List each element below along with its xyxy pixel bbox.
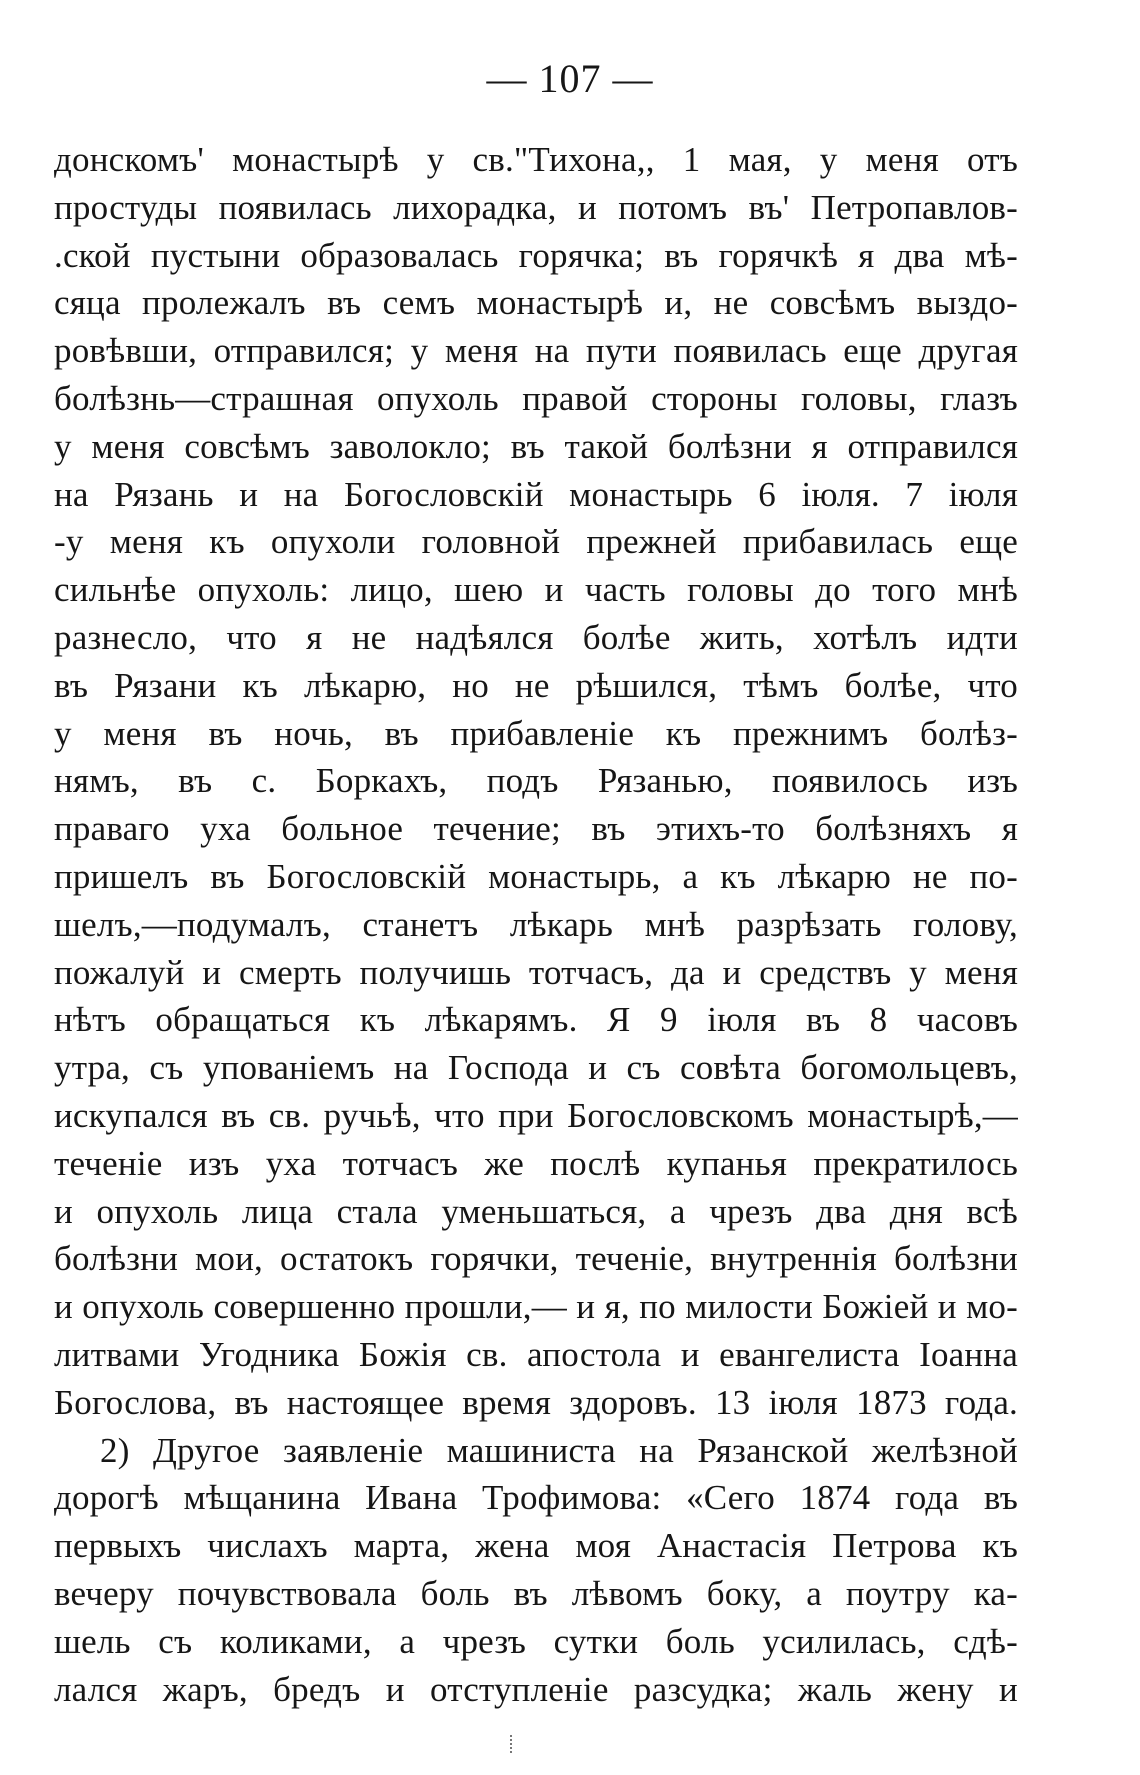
text-line: болѣзнь—страшная опухоль правой стороны головы, глазъ [54,378,1018,418]
text-line: утра, съ упованіемъ на Господа и съ совѣта богомольцевъ, [54,1048,1018,1088]
text-line: и опухоль совершенно прошли,— и я, по милости Божіей и мо- [54,1287,1018,1327]
text-line: .ской пустыни образовалась горячка; въ горячкѣ я два мѣ- [54,235,1018,275]
page-edge-mark [510,1735,518,1753]
text-line: лался жаръ, бредъ и отступленіе разсудка; жаль жену и [54,1669,1018,1709]
text-line: пришелъ въ Богословскій монастырь, а къ лѣкарю не по- [54,856,1018,896]
text-line: у меня совсѣмъ заволокло; въ такой болѣзни я отправился [54,426,1018,466]
body-text [54,136,1018,1713]
text-line: праваго уха больное течение; въ этихъ-то болѣзняхъ я [54,809,1018,849]
text-line: и опухоль лица стала уменьшаться, а чрезъ два дня всѣ [54,1191,1018,1231]
text-line: шель съ коликами, а чрезъ сутки боль усилилась, сдѣ- [54,1621,1018,1661]
text-line: первыхъ числахъ марта, жена моя Анастасія Петрова къ [54,1526,1018,1566]
text-line: литвами Угодника Божія св. апостола и евангелиста Іоанна [54,1334,1018,1374]
text-line: въ Рязани къ лѣкарю, но не рѣшился, тѣмъ болѣе, что [54,665,1018,705]
text-line: пожалуй и смерть получишь тотчасъ, да и средствъ у меня [54,952,1018,992]
text-line: нѣтъ обращаться къ лѣкарямъ. Я 9 іюля въ 8 часовъ [54,1000,1018,1040]
text-line: дорогѣ мѣщанина Ивана Трофимова: «Сего 1874 года въ [54,1478,1018,1518]
text-line: вечеру почувствовала боль въ лѣвомъ боку, а поутру ка- [54,1573,1018,1613]
text-line: у меня въ ночь, въ прибавленіе къ прежнимъ болѣз- [54,713,1018,753]
text-line: искупался въ св. ручьѣ, что при Богословскомъ монастырѣ,— [54,1095,1018,1135]
text-line: ровѣвши, отправился; у меня на пути появилась еще другая [54,331,1018,371]
text-line: на Рязань и на Богословскій монастырь 6 іюля. 7 іюля [54,474,1018,514]
text-line: нямъ, въ с. Боркахъ, подъ Рязанью, появилось изъ [54,761,1018,801]
text-line: разнесло, что я не надѣялся болѣе жить, хотѣлъ идти [54,617,1018,657]
text-line: сильнѣе опухоль: лицо, шею и часть головы до того мнѣ [54,570,1018,610]
text-line: теченіе изъ уха тотчасъ же послѣ купанья прекратилось [54,1143,1018,1183]
text-line: донскомъ' монастырѣ у св."Тихона,, 1 мая, у меня отъ [54,140,1018,179]
text-line: болѣзни мои, остатокъ горячки, теченіе, внутреннія болѣзни [54,1239,1018,1279]
text-line: шелъ,—подумалъ, станетъ лѣкарь мнѣ разрѣзать голову, [54,904,1018,944]
page-number: — 107 — [486,56,654,101]
text-line: простуды появилась лихорадка, и потомъ въ' Петропавлов- [54,187,1018,227]
text-line-paragraph-start: 2) Другое заявленіе машиниста на Рязанской желѣзной [100,1430,1018,1470]
text-line: Богослова, въ настоящее время здоровъ. 13 іюля 1873 года. [54,1382,1018,1422]
text-line: сяца пролежалъ въ семъ монастырѣ и, не совсѣмъ выздо- [54,283,1018,323]
text-line: -у меня къ опухоли головной прежней прибавилась еще [54,522,1018,562]
